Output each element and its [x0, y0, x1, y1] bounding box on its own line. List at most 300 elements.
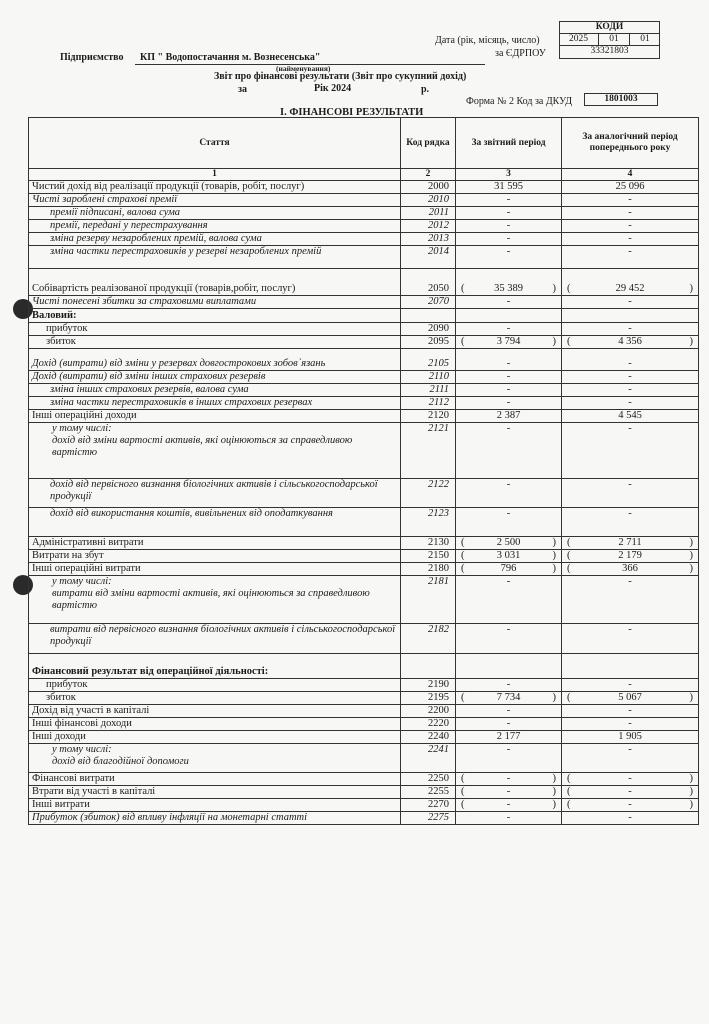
row-value-text: -	[628, 220, 632, 231]
row-code	[401, 336, 456, 349]
row-value-text: 2 387	[496, 410, 521, 421]
row-label-text: Втрати від участі в капіталі	[32, 786, 156, 797]
row-value-text: 31 595	[494, 181, 523, 192]
row-label	[29, 336, 401, 349]
row-code	[401, 786, 456, 799]
row-value-previous	[562, 246, 699, 269]
edrpou-label: за ЄДРПОУ	[495, 48, 546, 59]
edrpou-value: 33321803	[590, 46, 629, 56]
table-row	[29, 194, 699, 207]
open-paren: (	[461, 799, 465, 810]
row-value-previous	[562, 479, 699, 508]
row-code-text: 2250	[428, 773, 449, 784]
row-value-current	[456, 194, 562, 207]
table-row	[29, 309, 699, 323]
table-row	[29, 207, 699, 220]
row-value-text: 1 905	[618, 731, 642, 742]
row-value-previous	[562, 207, 699, 220]
row-value-previous	[562, 563, 699, 576]
row-value-text: -	[506, 624, 511, 635]
row-code-text: 2195	[428, 692, 449, 703]
row-value-text: -	[628, 576, 632, 587]
row-label-text: премії підписані, валова сума	[50, 207, 181, 218]
row-value-current	[456, 624, 562, 654]
row-value-text: -	[506, 296, 511, 307]
close-paren: )	[552, 283, 556, 294]
row-label	[29, 692, 401, 705]
column-header-previous-text: За аналогічний період попереднього року	[582, 132, 678, 153]
date-month: 01	[609, 34, 619, 44]
row-label-text: Дохід (витрати) від зміни у резервах довгострокових зобов`язань	[32, 358, 326, 369]
table-row	[29, 705, 699, 718]
row-value-previous	[562, 679, 699, 692]
row-value-text: 35 389	[494, 283, 523, 294]
row-value-previous	[562, 799, 699, 812]
table-row	[29, 773, 699, 786]
row-value-text: -	[506, 220, 511, 231]
row-code	[401, 799, 456, 812]
column-header-previous	[562, 118, 699, 169]
row-value-previous	[562, 786, 699, 799]
row-value-text: -	[506, 423, 511, 434]
table-row	[29, 323, 699, 336]
open-paren: (	[461, 283, 465, 294]
period-prefix: за	[238, 84, 248, 95]
row-code-text: 2110	[428, 371, 449, 382]
row-value-text: -	[506, 207, 511, 218]
period-suffix: р.	[421, 84, 430, 95]
row-label-text: Витрати на збут	[32, 550, 104, 561]
row-label-text: Валовий:	[32, 310, 77, 321]
row-label-text: дохід від використання коштів, вивільнених від оподаткування	[50, 508, 333, 519]
row-code	[401, 624, 456, 654]
row-value-text: -	[506, 397, 511, 408]
close-paren: )	[689, 773, 693, 784]
open-paren: (	[461, 786, 465, 797]
table-row	[29, 731, 699, 744]
column-header-article	[29, 118, 401, 169]
row-code	[401, 576, 456, 624]
close-paren: )	[689, 336, 693, 347]
row-code	[401, 550, 456, 563]
row-code-text: 2270	[428, 799, 449, 810]
row-label-text: Дохід (витрати) від зміни інших страхових резервів	[32, 371, 266, 382]
close-paren: )	[689, 537, 693, 548]
row-value-previous	[562, 397, 699, 410]
report-title: Звіт про фінансові результати (Звіт про сукупний дохід)	[214, 71, 467, 82]
table-row	[29, 508, 699, 537]
row-label	[29, 194, 401, 207]
row-value-current	[456, 246, 562, 269]
date-year: 2025	[569, 34, 588, 44]
table-row	[29, 349, 699, 371]
row-code	[401, 207, 456, 220]
table-row	[29, 576, 699, 624]
row-value-text: -	[628, 705, 632, 716]
row-value-previous	[562, 812, 699, 825]
row-code-text: 2130	[428, 537, 449, 548]
row-code	[401, 744, 456, 773]
row-code-text: 2014	[428, 246, 449, 257]
table-row	[29, 654, 699, 679]
row-value-current	[456, 799, 562, 812]
close-paren: )	[552, 786, 556, 797]
row-value-current	[456, 812, 562, 825]
row-value-text: 366	[622, 563, 638, 574]
row-value-text: -	[506, 744, 511, 755]
row-code-text: 2012	[428, 220, 449, 231]
row-value-text: -	[506, 246, 511, 257]
row-code-text: 2122	[428, 479, 449, 490]
row-value-current	[456, 181, 562, 194]
row-code	[401, 705, 456, 718]
row-code-text: 2111	[429, 384, 449, 395]
row-code-text: 2182	[428, 624, 449, 635]
row-label	[29, 563, 401, 576]
row-value-previous	[562, 692, 699, 705]
row-code-text: 2121	[428, 423, 449, 434]
row-value-previous	[562, 705, 699, 718]
row-value-previous	[562, 423, 699, 479]
row-label-text: премії, передані у перестрахування	[50, 220, 208, 231]
row-value-current	[456, 731, 562, 744]
row-code	[401, 508, 456, 537]
open-paren: (	[567, 336, 571, 347]
row-code	[401, 397, 456, 410]
row-label	[29, 537, 401, 550]
row-label-text: зміна частки перестраховиків у резерві незароблених премій	[50, 246, 322, 257]
row-code-text: 2095	[428, 336, 449, 347]
row-value-text: -	[506, 371, 511, 382]
table-row	[29, 246, 699, 269]
open-paren: (	[567, 563, 571, 574]
codes-title: КОДИ	[595, 22, 624, 32]
row-label-text: Чисті понесені збитки за страховими виплатами	[32, 296, 257, 307]
row-value-text: -	[628, 624, 632, 635]
row-label	[29, 181, 401, 194]
row-value-previous	[562, 233, 699, 246]
row-value-text: 2 179	[618, 550, 642, 561]
row-value-text: 2 177	[496, 731, 521, 742]
row-code	[401, 479, 456, 508]
row-value-previous	[562, 220, 699, 233]
close-paren: )	[552, 336, 556, 347]
row-label	[29, 773, 401, 786]
row-value-current	[456, 692, 562, 705]
row-value-previous	[562, 537, 699, 550]
column-header-article-text: Стаття	[199, 137, 230, 148]
row-value-text: -	[628, 744, 632, 755]
column-number-text: 2	[425, 169, 431, 179]
row-value-text: -	[506, 576, 511, 587]
form-label: Форма № 2 Код за ДКУД	[466, 96, 573, 107]
row-value-current	[456, 296, 562, 309]
row-value-previous	[562, 349, 699, 371]
row-label-text: збиток	[46, 336, 76, 347]
row-value-text: -	[506, 508, 511, 519]
row-code	[401, 692, 456, 705]
column-number-text: 4	[627, 169, 633, 179]
row-label	[29, 220, 401, 233]
row-value-previous	[562, 269, 699, 296]
row-value-current	[456, 336, 562, 349]
table-row	[29, 479, 699, 508]
row-value-current	[456, 233, 562, 246]
row-label-text: прибуток	[46, 323, 88, 334]
row-code	[401, 423, 456, 479]
row-value-text: -	[628, 323, 632, 334]
row-value-previous	[562, 654, 699, 679]
row-value-previous	[562, 576, 699, 624]
row-code-text: 2050	[428, 283, 449, 294]
row-label-text: Собівартість реалізованої продукції (товарів,робіт, послуг)	[32, 283, 296, 294]
row-value-current	[456, 479, 562, 508]
row-label	[29, 550, 401, 563]
row-value-text: 29 452	[615, 283, 645, 294]
row-label	[29, 679, 401, 692]
row-value-current	[456, 423, 562, 479]
row-code-text: 2120	[428, 410, 449, 421]
row-code-text: 2150	[428, 550, 449, 561]
row-value-current	[456, 718, 562, 731]
row-label	[29, 207, 401, 220]
row-value-text: -	[506, 786, 511, 797]
row-value-current	[456, 705, 562, 718]
row-code-text: 2000	[428, 181, 449, 192]
open-paren: (	[567, 773, 571, 784]
row-value-text: -	[628, 508, 632, 519]
row-value-previous	[562, 309, 699, 323]
close-paren: )	[552, 563, 556, 574]
column-number	[29, 169, 401, 181]
column-number	[456, 169, 562, 181]
row-value-previous	[562, 744, 699, 773]
table-row	[29, 181, 699, 194]
row-label-text: Інші операційні витрати	[32, 563, 141, 574]
row-code-text: 2275	[428, 812, 449, 823]
row-code	[401, 679, 456, 692]
row-value-text: -	[628, 799, 632, 810]
row-label-sub-heading: у тому числі:	[52, 423, 112, 434]
row-code-text: 2220	[428, 718, 449, 729]
open-paren: (	[567, 786, 571, 797]
row-label	[29, 654, 401, 679]
row-value-text: -	[506, 384, 511, 395]
row-value-text: 4 545	[618, 410, 642, 421]
row-code-text: 2255	[428, 786, 449, 797]
row-label-text: зміна резерву незароблених премій, валова сума	[50, 233, 262, 244]
row-label-text: Інші доходи	[32, 731, 86, 742]
column-header-code	[401, 118, 456, 169]
open-paren: (	[461, 537, 465, 548]
row-value-text: -	[506, 799, 511, 810]
row-label	[29, 812, 401, 825]
row-value-current	[456, 269, 562, 296]
row-label	[29, 508, 401, 537]
row-code-text: 2090	[428, 323, 449, 334]
close-paren: )	[552, 773, 556, 784]
row-value-current	[456, 786, 562, 799]
row-value-previous	[562, 323, 699, 336]
row-value-previous	[562, 773, 699, 786]
table-row	[29, 336, 699, 349]
row-value-text: -	[628, 397, 632, 408]
row-code-text: 2070	[428, 296, 449, 307]
table-row	[29, 397, 699, 410]
row-label	[29, 309, 401, 323]
row-value-text: -	[506, 233, 511, 244]
row-value-text: -	[506, 323, 511, 334]
table-row	[29, 786, 699, 799]
row-value-current	[456, 371, 562, 384]
row-code	[401, 269, 456, 296]
row-value-text: 7 734	[496, 692, 521, 703]
row-label	[29, 349, 401, 371]
row-label-text: дохід від первісного визнання біологічних активів і сільськогосподарської продукції	[50, 479, 378, 502]
row-label	[29, 744, 401, 773]
table-row	[29, 812, 699, 825]
row-value-current	[456, 537, 562, 550]
row-code-text: 2180	[428, 563, 449, 574]
table-row	[29, 563, 699, 576]
close-paren: )	[689, 786, 693, 797]
row-value-text: -	[506, 773, 511, 784]
row-code	[401, 349, 456, 371]
row-value-text: -	[628, 786, 632, 797]
row-code-text: 2200	[428, 705, 449, 716]
date-label: Дата (рік, місяць, число)	[435, 35, 540, 46]
row-code	[401, 812, 456, 825]
row-value-current	[456, 744, 562, 773]
row-value-text: -	[628, 207, 632, 218]
row-label-text: Чистий дохід від реалізації продукції (товарів, робіт, послуг)	[32, 181, 305, 192]
row-value-text: -	[628, 296, 632, 307]
row-code	[401, 246, 456, 269]
close-paren: )	[552, 692, 556, 703]
row-value-previous	[562, 550, 699, 563]
open-paren: (	[461, 550, 465, 561]
row-label-text: дохід від зміни вартості активів, які оцінюються за справедливою вартістю	[52, 435, 353, 458]
row-value-current	[456, 773, 562, 786]
open-paren: (	[567, 537, 571, 548]
row-value-current	[456, 679, 562, 692]
row-code	[401, 384, 456, 397]
row-value-text: -	[628, 384, 632, 395]
section-title: І. ФІНАНСОВІ РЕЗУЛЬТАТИ	[280, 107, 424, 118]
row-code	[401, 233, 456, 246]
table-row	[29, 371, 699, 384]
row-value-text: -	[628, 479, 632, 490]
row-value-current	[456, 563, 562, 576]
open-paren: (	[461, 692, 465, 703]
row-code-text: 2010	[428, 194, 449, 205]
row-value-text: -	[628, 679, 632, 690]
period-value: Рік 2024	[314, 83, 352, 94]
row-value-current	[456, 323, 562, 336]
row-label	[29, 323, 401, 336]
table-row	[29, 744, 699, 773]
row-code	[401, 563, 456, 576]
table-row	[29, 624, 699, 654]
row-code-text: 2181	[428, 576, 449, 587]
table-row	[29, 269, 699, 296]
close-paren: )	[689, 283, 693, 294]
row-code-text: 2105	[428, 358, 449, 369]
row-label	[29, 371, 401, 384]
close-paren: )	[552, 537, 556, 548]
column-header-code-text: Код рядка	[406, 137, 450, 148]
row-code	[401, 181, 456, 194]
row-value-text: -	[628, 246, 632, 257]
row-value-text: -	[506, 679, 511, 690]
row-value-current	[456, 508, 562, 537]
column-number-text: 1	[212, 169, 217, 179]
row-label	[29, 397, 401, 410]
open-paren: (	[567, 283, 571, 294]
table-row	[29, 384, 699, 397]
table-row	[29, 296, 699, 309]
row-label-text: зміна частки перестраховиків в інших страхових резервах	[50, 397, 313, 408]
row-code-text: 2240	[428, 731, 449, 742]
row-value-text: -	[628, 812, 632, 823]
row-value-previous	[562, 731, 699, 744]
row-label	[29, 269, 401, 296]
table-row	[29, 692, 699, 705]
row-value-previous	[562, 384, 699, 397]
row-value-current	[456, 410, 562, 423]
row-label-sub-heading: у тому числі:	[52, 576, 112, 587]
row-value-current	[456, 207, 562, 220]
close-paren: )	[552, 799, 556, 810]
open-paren: (	[461, 773, 465, 784]
row-label	[29, 384, 401, 397]
row-code-text: 2123	[428, 508, 449, 519]
row-code	[401, 309, 456, 323]
row-value-text: 2 711	[618, 537, 642, 548]
row-value-current	[456, 220, 562, 233]
table-row	[29, 537, 699, 550]
row-value-previous	[562, 410, 699, 423]
table-row	[29, 718, 699, 731]
row-label-text: Інші операційні доходи	[32, 410, 137, 421]
table-row	[29, 799, 699, 812]
row-value-text: -	[628, 358, 632, 369]
column-number	[562, 169, 699, 181]
row-label-text: витрати від зміни вартості активів, які оцінюються за справедливою вартістю	[52, 588, 370, 611]
row-label-text: Прибуток (збиток) від впливу інфляції на монетарні статті	[32, 812, 308, 823]
row-label-text: Чисті зароблені страхові премії	[32, 194, 178, 205]
row-value-previous	[562, 371, 699, 384]
row-label-text: дохід від благодійної допомоги	[52, 756, 189, 767]
form-code: 1801003	[604, 94, 638, 104]
row-label	[29, 246, 401, 269]
row-value-text: 25 096	[615, 181, 645, 192]
table-row	[29, 220, 699, 233]
table-row	[29, 423, 699, 479]
row-label	[29, 718, 401, 731]
row-value-previous	[562, 181, 699, 194]
row-value-text: 5 067	[618, 692, 642, 703]
row-code	[401, 718, 456, 731]
row-code	[401, 296, 456, 309]
enterprise-name: КП " Водопостачання м. Вознесенська"	[140, 52, 321, 63]
row-label	[29, 624, 401, 654]
row-label	[29, 410, 401, 423]
row-label	[29, 423, 401, 479]
row-label-text: витрати від первісного визнання біологічних активів і сільськогосподарської продукції	[50, 624, 396, 647]
close-paren: )	[689, 692, 693, 703]
open-paren: (	[461, 336, 465, 347]
